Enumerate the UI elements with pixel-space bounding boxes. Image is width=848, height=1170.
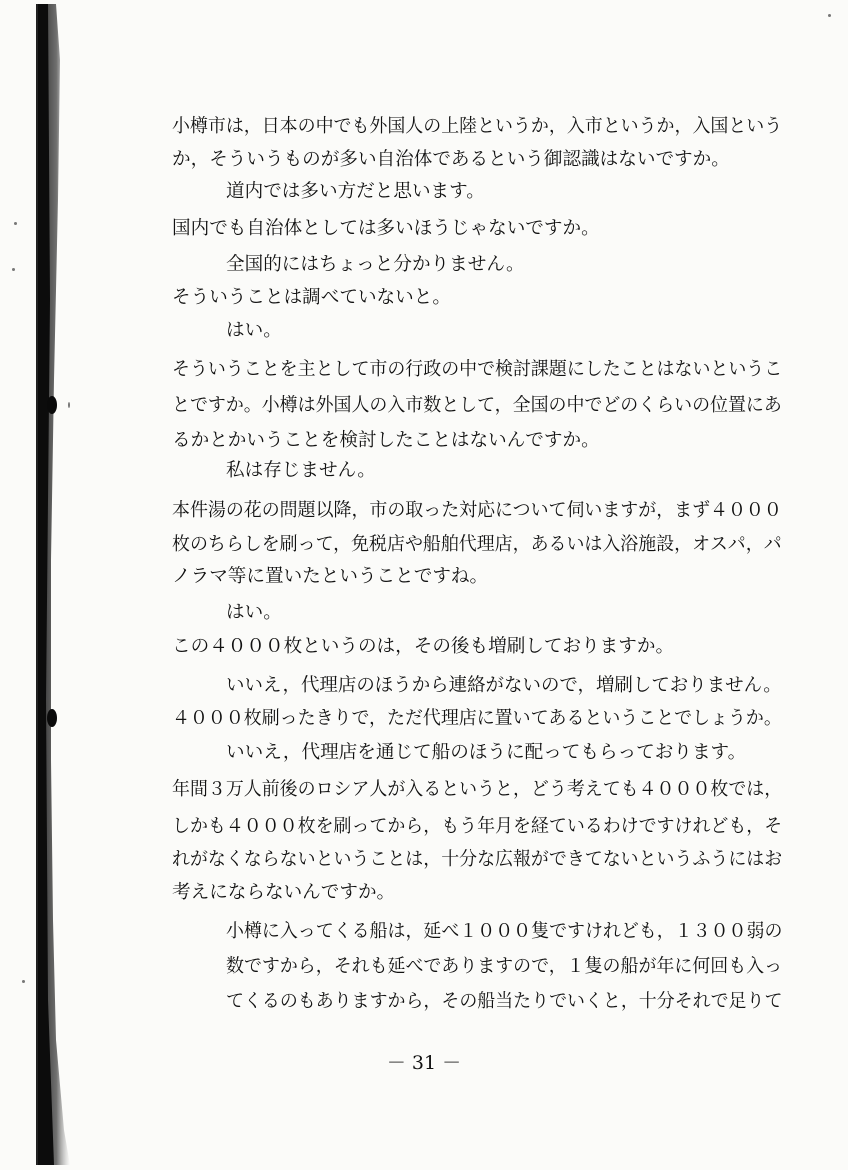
text-line: とですか。小樽は外国人の入市数として，全国の中でどのくらいの位置にあ bbox=[172, 395, 782, 416]
text-line: そういうことを主として市の行政の中で検討課題にしたことはないというこ bbox=[172, 359, 783, 380]
binding-edge-shadow bbox=[34, 0, 74, 1170]
text-line: いいえ，代理店のほうから連絡がないので，増刷しておりません。 bbox=[226, 675, 782, 696]
scan-speck bbox=[12, 268, 15, 271]
text-line: 枚のちらしを刷って，免税店や船舶代理店，あるいは入浴施設，オスパ，パ bbox=[172, 534, 782, 555]
text-line: 考えにならないんですか。 bbox=[172, 882, 396, 903]
text-line: 国内でも自治体としては多いほうじゃないですか。 bbox=[172, 218, 600, 239]
text-line: 小樽市は，日本の中でも外国人の上陸というか，入市というか，入国という bbox=[172, 116, 783, 137]
text-line: はい。 bbox=[226, 320, 282, 341]
text-line: 私は存じません。 bbox=[226, 460, 376, 481]
text-line: か，そういうものが多い自治体であるという御認識はないですか。 bbox=[172, 149, 730, 170]
scan-speck bbox=[14, 222, 17, 225]
scan-speck bbox=[68, 402, 70, 408]
text-line: ４０００枚刷ったきりで，ただ代理店に置いてあるということでしょうか。 bbox=[172, 708, 782, 729]
text-line: 年間３万人前後のロシア人が入るというと，どう考えても４０００枚では， bbox=[172, 779, 783, 800]
page-number: － 31 － bbox=[386, 1052, 462, 1074]
text-line: そういうことは調べていないと。 bbox=[172, 287, 451, 308]
text-line: 道内では多い方だと思います。 bbox=[226, 181, 485, 202]
text-line: てくるのもありますから，その船当たりでいくと，十分それで足りて bbox=[226, 991, 783, 1012]
text-line: いいえ，代理店を通じて船のほうに配ってもらっております。 bbox=[226, 742, 747, 763]
text-line: ノラマ等に置いたということですね。 bbox=[172, 566, 489, 587]
scan-speck bbox=[22, 980, 25, 983]
text-line: れがなくならないということは，十分な広報ができてないというふうにはお bbox=[172, 849, 783, 870]
text-line: しかも４０００枚を刷ってから，もう年月を経ているわけですけれども，そ bbox=[172, 816, 783, 837]
text-line: はい。 bbox=[226, 602, 282, 623]
text-line: るかとかいうことを検討したことはないんですか。 bbox=[172, 430, 600, 451]
text-line: 小樽に入ってくる船は，延べ１０００隻ですけれども，１３００弱の bbox=[226, 921, 783, 942]
text-line: 本件湯の花の問題以降，市の取った対応について伺いますが，まず４０００ bbox=[172, 500, 782, 521]
text-line: 全国的にはちょっと分かりません。 bbox=[226, 254, 525, 275]
text-line: 数ですから，それも延べでありますので，１隻の船が年に何回も入っ bbox=[226, 956, 783, 977]
scan-speck bbox=[828, 14, 831, 17]
text-line: この４０００枚というのは，その後も増刷しておりますか。 bbox=[172, 636, 675, 657]
